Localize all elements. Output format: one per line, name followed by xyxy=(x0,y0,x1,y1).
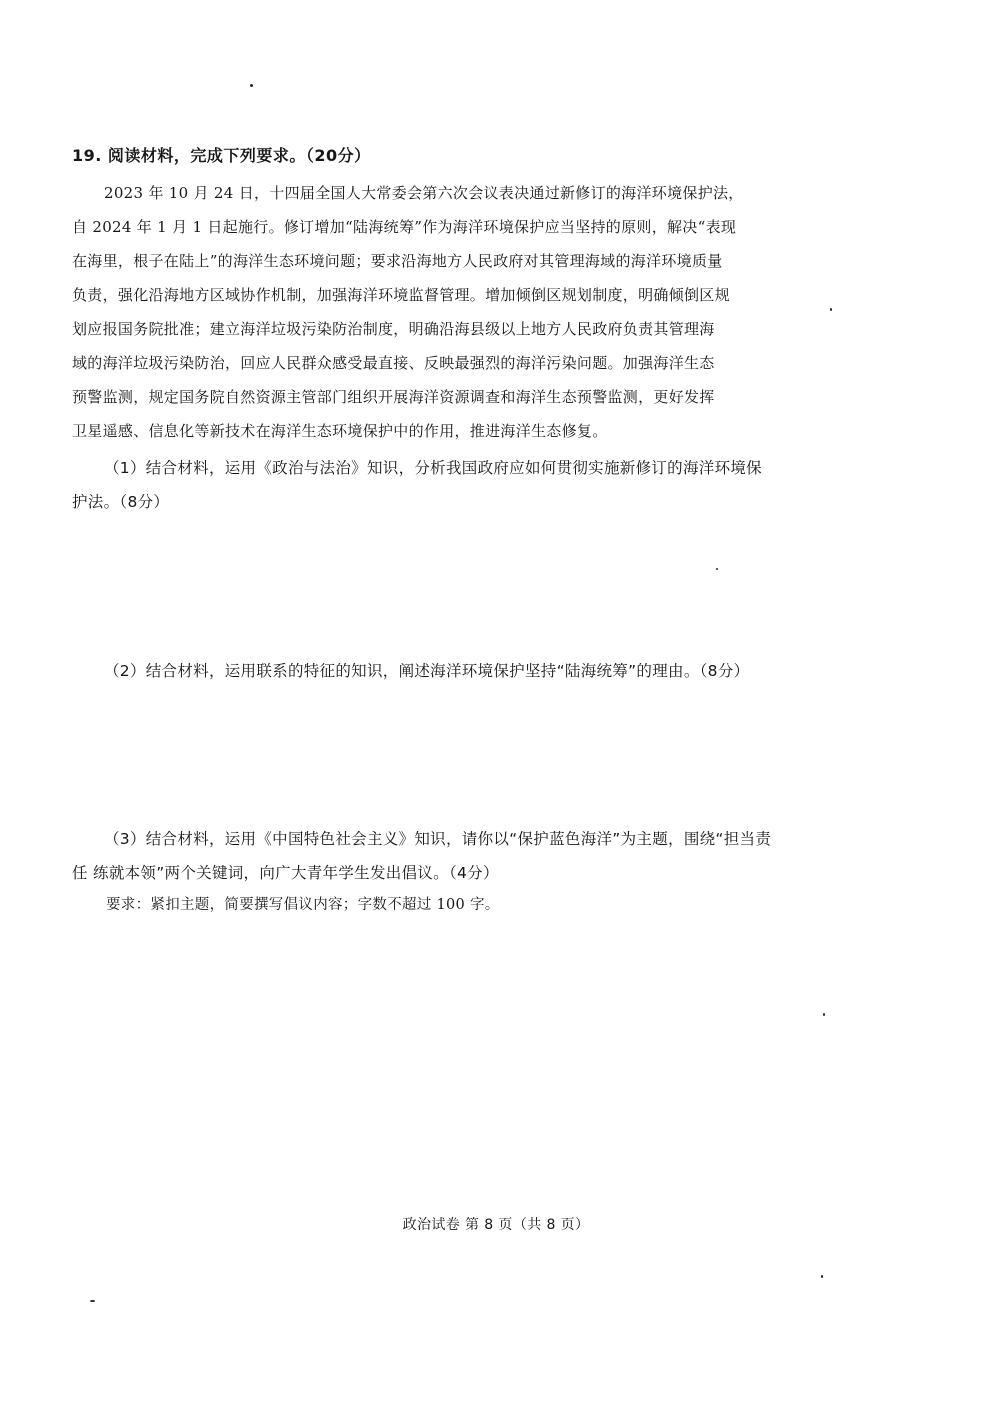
sub-question-line: （1）结合材料，运用《政治与法治》知识，分析我国政府应如何贯彻实施新修订的海洋环境保 xyxy=(104,459,762,477)
sub-question-line: 护法。（8分） xyxy=(72,493,170,511)
sub-question-line: （2）结合材料，运用联系的特征的知识，阐述海洋环境保护坚持“陆海统筹”的理由。（8分） xyxy=(104,662,750,680)
scan-speck xyxy=(716,568,718,570)
material-line: 在海里，根子在陆上”的海洋生态环境问题；要求沿海地方人民政府对其管理海域的海洋环境质量 xyxy=(72,252,723,270)
sub-question-line: 任 练就本领”两个关键词，向广大青年学生发出倡议。（4分） xyxy=(72,864,499,882)
scan-speck xyxy=(823,1013,825,1016)
material-line: 预警监测，规定国务院自然资源主管部门组织开展海洋资源调查和海洋生态预警监测，更好发挥 xyxy=(72,388,715,406)
question-title: 19. 阅读材料，完成下列要求。（20分） xyxy=(72,146,371,165)
material-paragraph xyxy=(72,176,777,448)
material-line: 域的海洋垃圾污染防治，回应人民群众感受最直接、反映最强烈的海洋污染问题。加强海洋生态 xyxy=(72,354,715,372)
page-footer: 政治试卷 第 8 页（共 8 页） xyxy=(402,1217,590,1233)
answer-requirement: 要求：紧扣主题，简要撰写倡议内容；字数不超过 100 字。 xyxy=(106,897,500,913)
material-line: 自 2024 年 1 月 1 日起施行。修订增加“陆海统筹”作为海洋环境保护应当坚持的原则，解决“表现 xyxy=(72,218,737,236)
scan-speck xyxy=(830,308,832,311)
scan-speck xyxy=(250,84,253,87)
sub-question-2 xyxy=(72,654,782,688)
sub-question-line: （3）结合材料，运用《中国特色社会主义》知识，请你以“保护蓝色海洋”为主题，围绕“担当责 xyxy=(104,830,772,848)
scan-speck xyxy=(821,1275,823,1278)
material-line: 2023 年 10 月 24 日，十四届全国人大常委会第六次会议表决通过新修订的海洋环境保护法， xyxy=(104,184,744,202)
sub-question-3 xyxy=(72,822,782,920)
sub-question-1 xyxy=(72,451,782,519)
material-line: 负责，强化沿海地方区域协作机制，加强海洋环境监督管理。增加倾倒区规划制度，明确倾倒区规 xyxy=(72,286,730,304)
scan-speck xyxy=(90,1300,95,1302)
material-line: 划应报国务院批准；建立海洋垃圾污染防治制度，明确沿海县级以上地方人民政府负责其管理海 xyxy=(72,320,715,338)
material-line: 卫星遥感、信息化等新技术在海洋生态环境保护中的作用，推进海洋生态修复。 xyxy=(72,422,608,440)
